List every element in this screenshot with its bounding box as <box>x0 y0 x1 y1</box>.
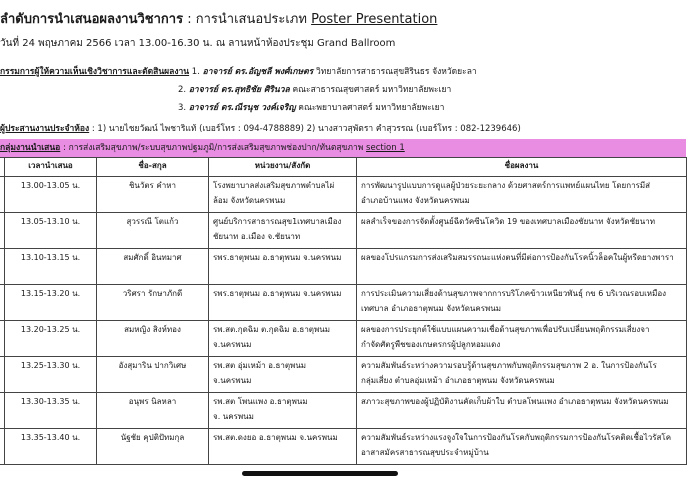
cell-title-line: เทศบาล อำเภอธาตุพนม จังหวัดนครพนม <box>361 304 502 313</box>
cell-unit-line: จ.นครพนม <box>213 376 252 385</box>
cell-name <box>97 393 209 429</box>
cell-time-line: 13.25-13.30 น. <box>20 361 81 370</box>
cell-unit-line: รพร.ธาตุพนม อ.ธาตุพนม จ.นครพนม <box>213 253 342 262</box>
table-row <box>0 321 687 357</box>
cell-name-line: ชินวัตร คำหา <box>128 181 177 190</box>
cell-unit-line: จ. นครพนม <box>213 412 254 421</box>
title-main: ลำดับการนำเสนอผลงานวิชาการ <box>0 12 184 27</box>
judge-3-name: อาจารย์ ดร.ณีรนุช วงค์เจริญ <box>188 103 296 113</box>
cell-unit-line: ล้อม จังหวัดนครพนม <box>213 196 286 205</box>
cell-time-line: 13.00-13.05 น. <box>20 181 81 190</box>
cell-title <box>357 285 687 321</box>
title-english: Poster Presentation <box>311 12 438 27</box>
cell-title <box>357 213 687 249</box>
judges-label: กรรมการผู้ให้ความเห็นเชิงวิชาการและตัดสินผลงาน <box>0 67 190 77</box>
cell-time-line: 13.15-13.20 น. <box>20 289 81 298</box>
cell-name-line: สมศักดิ์ อินทมาศ <box>123 253 182 262</box>
page-title <box>0 8 437 29</box>
cell-unit-line: โรงพยาบาลส่งเสริมสุขภาพตำบลไผ่ <box>213 181 335 190</box>
cell-unit <box>209 357 357 393</box>
cell-unit-line: รพ.สต.กุดฉิม ต.กุดฉิม อ.ธาตุพนม <box>213 325 331 334</box>
judge-2-org: คณะสาธารณสุขศาสตร์ มหาวิทยาลัยพะเยา <box>292 85 452 95</box>
home-indicator[interactable] <box>242 471 398 476</box>
cell-title <box>357 357 687 393</box>
cell-name <box>97 321 209 357</box>
judge-3-org: คณะพยาบาลศาสตร์ มหาวิทยาลัยพะเยา <box>298 103 445 113</box>
cell-time <box>5 393 97 429</box>
header-unit: หน่วยงาน/สังกัด <box>209 158 357 177</box>
judge-1-name: อาจารย์ ดร.อัญชลี พงศ์เกษตร <box>202 67 314 77</box>
table-row <box>0 429 687 465</box>
cell-name-line: อนุพร นิลหลา <box>128 397 177 406</box>
cell-time <box>5 357 97 393</box>
cell-unit <box>209 249 357 285</box>
cell-name <box>97 429 209 465</box>
header-title: ชื่อผลงาน <box>357 158 687 177</box>
title-separator: : การนำเสนอประเภท <box>183 12 312 27</box>
cell-time-line: 13.20-13.25 น. <box>20 325 81 334</box>
table-row <box>0 213 687 249</box>
cell-title <box>357 393 687 429</box>
cell-name <box>97 249 209 285</box>
cell-time <box>5 249 97 285</box>
cell-time-line: 13.35-13.40 น. <box>20 433 81 442</box>
cell-time <box>5 321 97 357</box>
table-row <box>0 357 687 393</box>
judge-2-name: อาจารย์ ดร.สุทธิชัย ศิรินวล <box>188 85 290 95</box>
cell-title-line: ผลของโปรแกรมการส่งเสริมสมรรถนะแห่งตนที่มีต่อการป้องกันโรคนิ้วล็อคในผู้ทรีดยางพารา <box>361 253 674 262</box>
cell-time <box>5 213 97 249</box>
cell-name <box>97 177 209 213</box>
table-header-row <box>0 158 687 177</box>
cell-title <box>357 321 687 357</box>
header-name: ชื่อ-สกุล <box>97 158 209 177</box>
section-label: กลุ่มงานนำเสนอ <box>0 143 61 153</box>
cell-title-line: สภาวะสุขภาพของผู้ปฏิบัติงานคัดเก็บผ้าใบ ตำบลโพนแพง อำเภอธาตุพนม จังหวัดนครพนม <box>361 397 669 406</box>
cell-title-line: ความสัมพันธ์ระหว่างแรงจูงใจในการป้องกันโรคกับพฤติกรรมการป้องกันโรคติดเชื้อไวรัสโค <box>361 433 672 442</box>
cell-title-line: อำเภอบ้านแพง จังหวัดนครพนม <box>361 196 470 205</box>
date-venue-line: วันที่ 24 พฤษภาคม 2566 เวลา 13.00-16.30 น. ณ ลานหน้าห้องประชุม Grand Ballroom <box>0 38 396 49</box>
table-row <box>0 177 687 213</box>
cell-unit-line: รพ.สต อุ่มเหม้า อ.ธาตุพนม <box>213 361 307 370</box>
cell-title <box>357 429 687 465</box>
cell-time-line: 13.10-13.15 น. <box>20 253 81 262</box>
cell-time <box>5 429 97 465</box>
table-row <box>0 249 687 285</box>
cell-title-line: การประเมินความเสี่ยงด้านสุขภาพจากการบริโภคข้าวเหนียวพันธุ์ กข 6 บริเวณรอบเหมือง <box>361 289 667 298</box>
cell-title-line: กลุ่มเสี่ยง ตำบลอุ่มเหม้า อำเภอธาตุพนม จังหวัดนครพนม <box>361 376 555 385</box>
cell-name <box>97 357 209 393</box>
judges-block <box>0 63 477 117</box>
cell-unit <box>209 213 357 249</box>
cell-title-line: การพัฒนารูปแบบการดูแลผู้ป่วยระยะกลาง ด้วยศาสตร์การแพทย์แผนไทย โดยการมีส่ <box>361 181 651 190</box>
section-text: : การส่งเสริมสุขภาพ/ระบบสุขภาพปฐมภูมิ/การส่งเสริมสุขภาพช่องปาก/ทันตสุขภาพ <box>60 143 367 153</box>
cell-time-line: 13.05-13.10 น. <box>20 217 81 226</box>
cell-unit <box>209 429 357 465</box>
cell-name-line: วริศรา รักษาภักดี <box>122 289 183 298</box>
judge-1-org: วิทยาลัยการสาธารณสุขสิรินธร จังหวัดยะลา <box>315 67 477 77</box>
header-time: เวลานำเสนอ <box>5 158 97 177</box>
coordinators-text: : 1) นายไชยวัฒน์ ไพชาริแท้ (เบอร์โทร : 094-4788889) 2) นางสาวสุพัตรา คำสุวรรณ (เบอร์โทร : 082-1239646) <box>89 124 521 134</box>
cell-name-line: สุวรรณี โตแก้ว <box>126 217 179 226</box>
cell-name-line: สมหญิง สิงห์ทอง <box>124 325 181 334</box>
cell-unit <box>209 321 357 357</box>
cell-name-line: อังสุมาริน ปากวิเศษ <box>118 361 187 370</box>
cell-title <box>357 177 687 213</box>
cell-name <box>97 213 209 249</box>
cell-title-line: ผลสำเร็จของการจัดตั้งศูนย์ฉีดวัคซีนโควิด 19 ของเทศบาลเมืองชัยนาท จังหวัดชัยนาท <box>361 217 655 226</box>
cell-title <box>357 249 687 285</box>
cell-time <box>5 285 97 321</box>
judge-3-no: 3. <box>178 103 187 113</box>
cell-unit-line: จ.นครพนม <box>213 340 252 349</box>
cell-unit-line: ชัยนาท อ.เมือง จ.ชัยนาท <box>213 232 301 241</box>
cell-unit-line: ศูนย์บริการสาธารณสุข1เทศบาลเมือง <box>213 217 342 226</box>
cell-unit <box>209 285 357 321</box>
judge-2-no: 2. <box>178 85 187 95</box>
schedule-table <box>0 157 687 465</box>
table-row <box>0 393 687 429</box>
coordinators-line <box>0 121 521 135</box>
cell-title-line: ผลของการประยุกต์ใช้แบบแผนความเชื่อด้านสุขภาพเพื่อปรับเปลี่ยนพฤติกรรมเสี่ยงจา <box>361 325 650 334</box>
cell-unit-line: รพ.สต.ดงยอ อ.ธาตุพนม จ.นครพนม <box>213 433 338 442</box>
coordinators-label: ผู้ประสานงานประจำห้อง <box>0 124 90 134</box>
cell-time-line: 13.30-13.35 น. <box>20 397 81 406</box>
judge-1-no: 1. <box>191 67 200 77</box>
section-name: section 1 <box>366 143 405 153</box>
cell-unit-line: รพร.ธาตุพนม อ.ธาตุพนม จ.นครพนม <box>213 289 342 298</box>
cell-title-line: อาสาสมัครสาธารณสุขประจำหมู่บ้าน <box>361 448 489 457</box>
cell-title-line: ความสัมพันธ์ระหว่างความรอบรู้ด้านสุขภาพกับพฤติกรรมสุขภาพ 2 อ. ในการป้องกันโร <box>361 361 657 370</box>
cell-unit <box>209 177 357 213</box>
cell-unit <box>209 393 357 429</box>
cell-time <box>5 177 97 213</box>
cell-unit-line: รพ.สต โพนแพง อ.ธาตุพนม <box>213 397 308 406</box>
cell-name <box>97 285 209 321</box>
section-band <box>0 139 686 157</box>
table-row <box>0 285 687 321</box>
cell-name-line: นัฐชัย คุปติปัทมกุล <box>120 433 185 442</box>
cell-title-line: กำจัดศัตรูพืชของเกษตรกรผู้ปลูกหอมแดง <box>361 340 501 349</box>
